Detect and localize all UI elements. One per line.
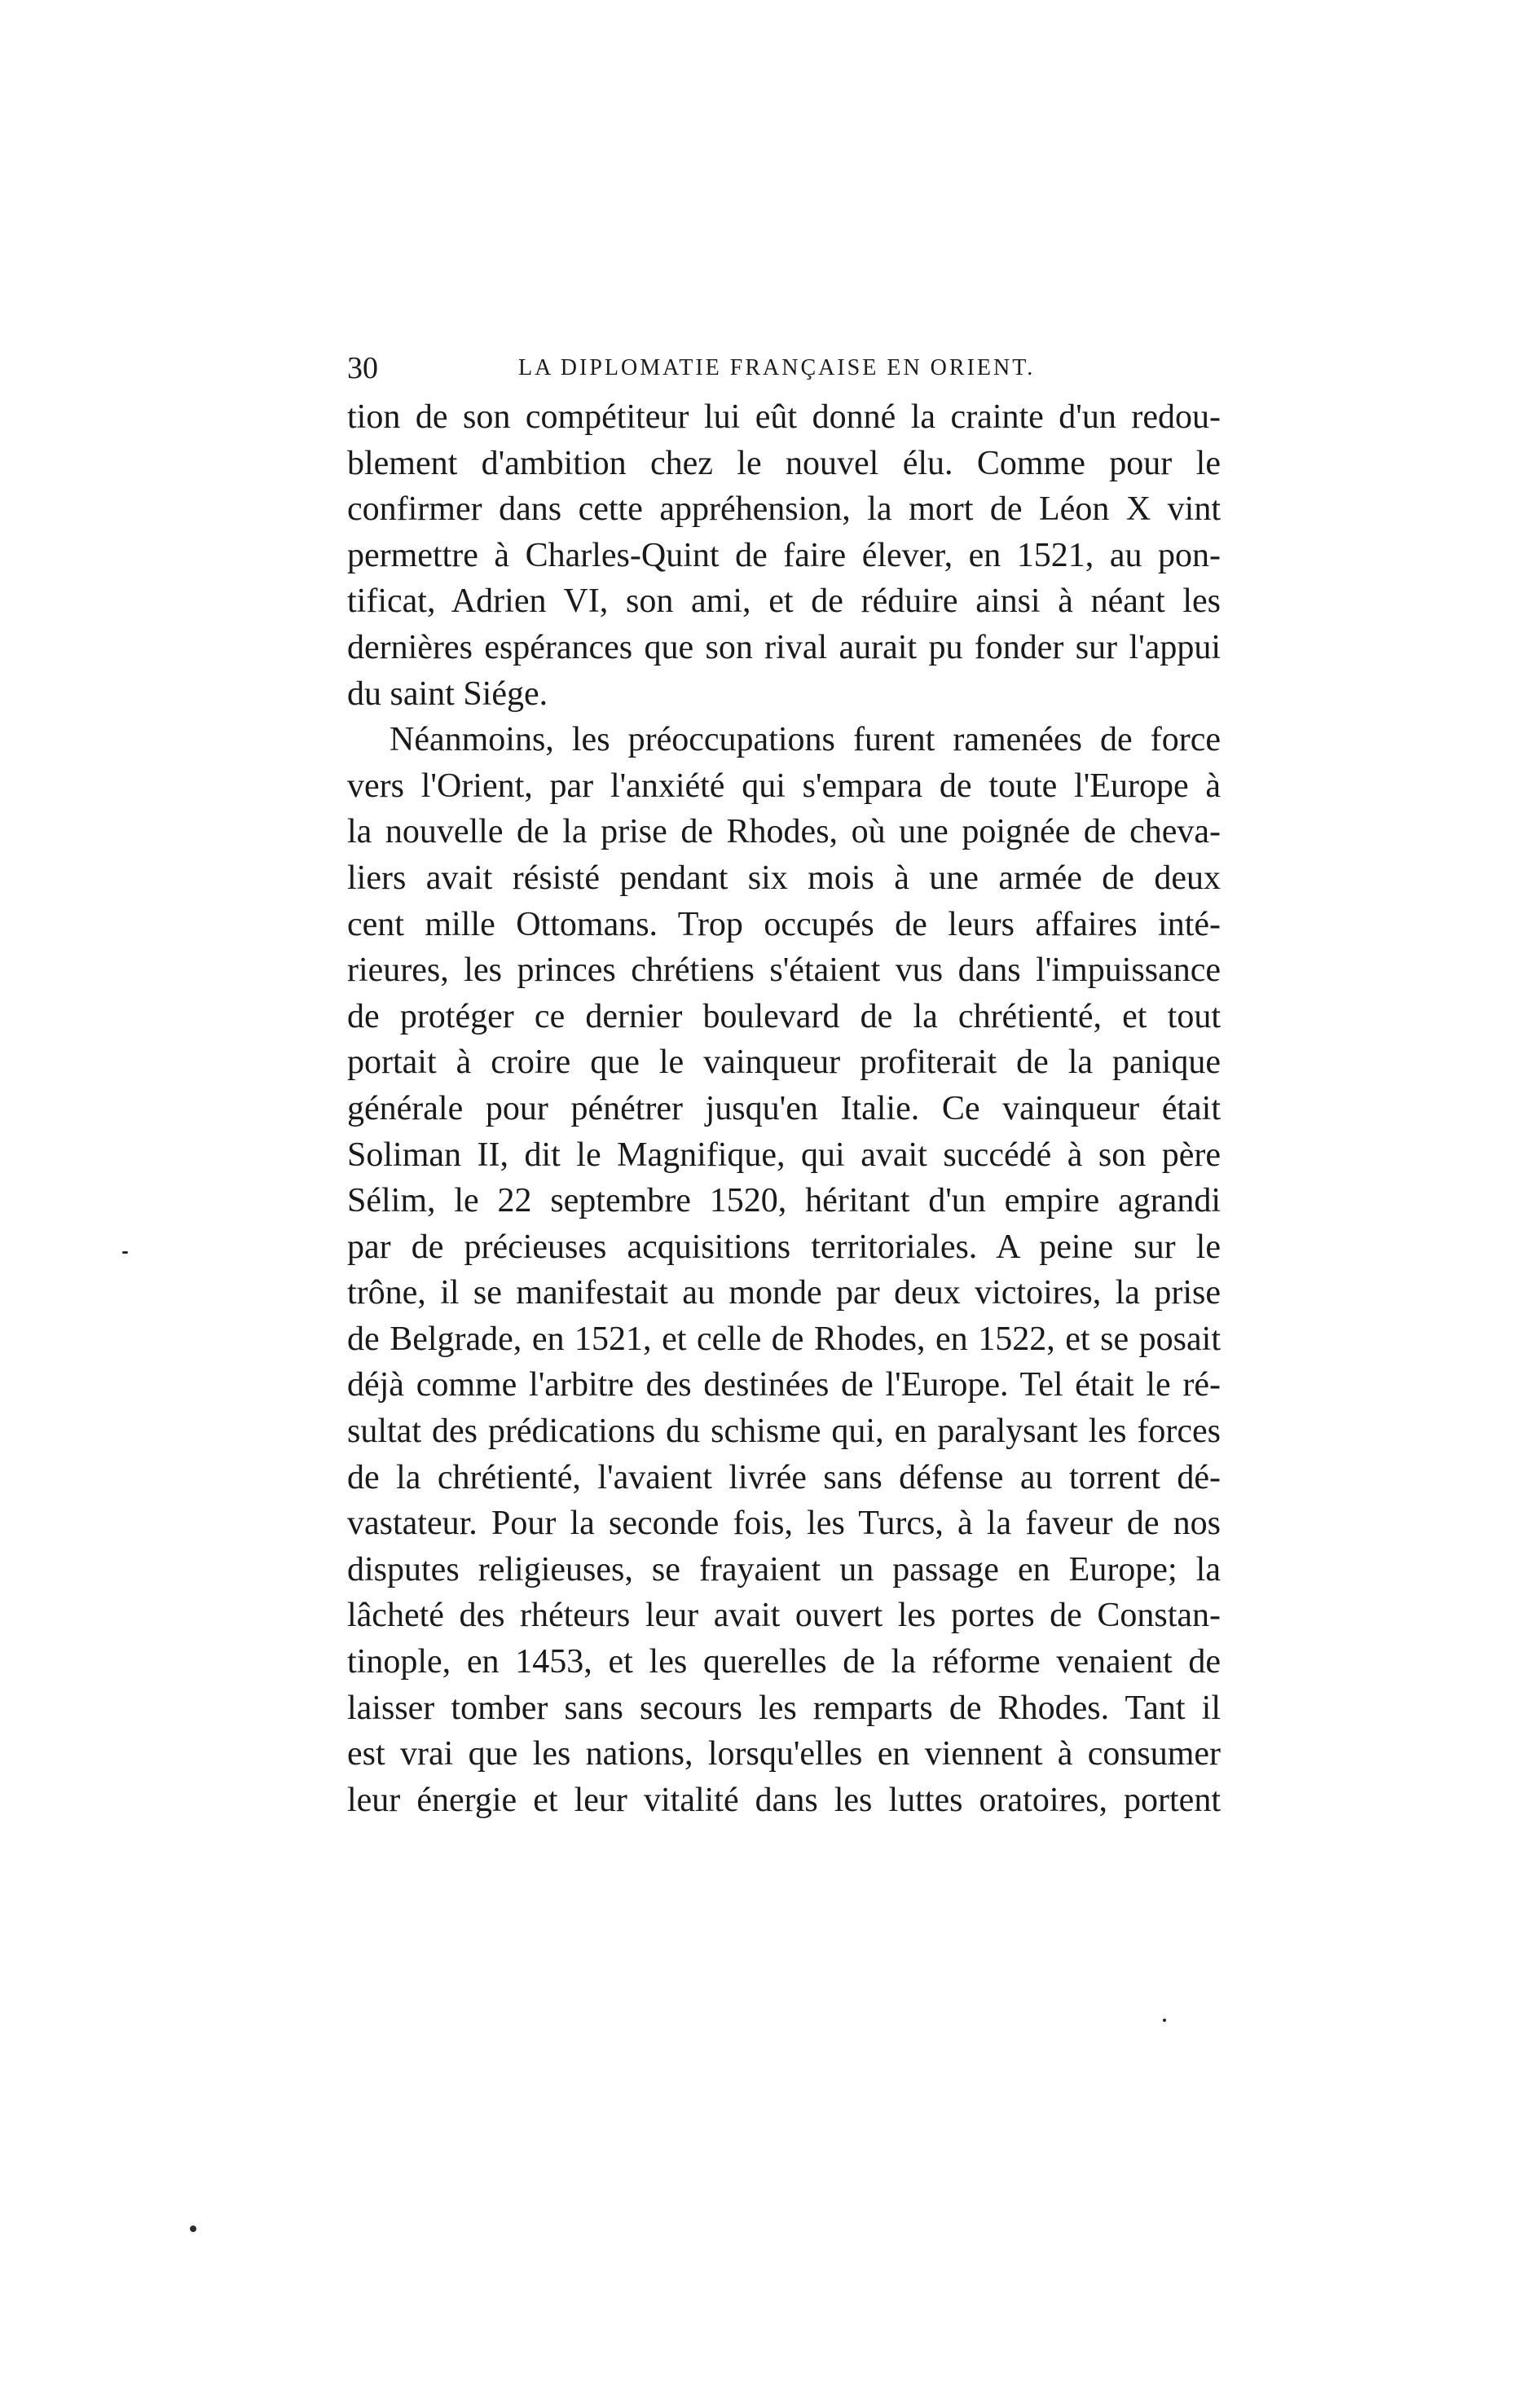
text-line: disputes religieuses, se frayaient un passage en Europe; la [347, 1550, 1221, 1588]
text-line: vastateur. Pour la seconde fois, les Turcs, à la faveur de nos [347, 1505, 1221, 1543]
text-line: de la chrétienté, l'avaient livrée sans défense au torrent dé- [347, 1458, 1221, 1496]
text-line: tificat, Adrien VI, son ami, et de réduire ainsi à néant les [347, 582, 1221, 621]
text-line: la nouvelle de la prise de Rhodes, où une poignée de cheva- [347, 813, 1221, 851]
running-title: LA DIPLOMATIE FRANÇAISE EN ORIENT. [518, 355, 1036, 380]
text-line: Soliman II, dit le Magnifique, qui avait succédé à son père [347, 1136, 1221, 1174]
text-line: liers avait résisté pendant six mois à une armée de deux [347, 859, 1221, 897]
text-line: blement d'ambition chez le nouvel élu. Comme pour le [347, 444, 1221, 482]
ink-speck [1163, 2019, 1166, 2022]
text-line: générale pour pénétrer jusqu'en Italie. Ce vainqueur était [347, 1089, 1221, 1127]
text-line: de protéger ce dernier boulevard de la chrétienté, et tout [347, 997, 1221, 1035]
text-line: lâcheté des rhéteurs leur avait ouvert les portes de Constan- [347, 1597, 1221, 1635]
text-line: trône, il se manifestait au monde par deux victoires, la prise [347, 1274, 1221, 1312]
paragraph-first-line: Néanmoins, les préoccupations furent ramenées de force [390, 721, 1221, 759]
running-head [347, 349, 1221, 388]
ink-speck [190, 2226, 196, 2232]
text-line: Sélim, le 22 septembre 1520, héritant d'un empire agrandi [347, 1182, 1221, 1220]
ink-speck [122, 1251, 128, 1254]
text-line: est vrai que les nations, lorsqu'elles en viennent à consumer [347, 1735, 1221, 1773]
text-line: vers l'Orient, par l'anxiété qui s'empara de toute l'Europe à [347, 767, 1221, 805]
text-line: permettre à Charles-Quint de faire élever, en 1521, au pon- [347, 536, 1221, 574]
page-number: 30 [347, 351, 378, 385]
text-line: portait à croire que le vainqueur profiterait de la panique [347, 1044, 1221, 1082]
text-line: sultat des prédications du schisme qui, en paralysant les forces [347, 1413, 1221, 1451]
text-line: rieures, les princes chrétiens s'étaient vus dans l'impuissance [347, 951, 1221, 990]
body-text [347, 394, 1221, 1823]
text-line: tion de son compétiteur lui eût donné la crainte d'un redou- [347, 398, 1221, 436]
text-line: déjà comme l'arbitre des destinées de l'Europe. Tel était le ré- [347, 1366, 1221, 1404]
text-line: tinople, en 1453, et les querelles de la réforme venaient de [347, 1643, 1221, 1681]
text-line: de Belgrade, en 1521, et celle de Rhodes, en 1522, et se posait [347, 1320, 1221, 1358]
text-line: dernières espérances que son rival aurait pu fonder sur l'appui [347, 628, 1221, 666]
text-line: leur énergie et leur vitalité dans les luttes oratoires, portent [347, 1781, 1221, 1819]
text-line: confirmer dans cette appréhension, la mort de Léon X vint [347, 490, 1221, 529]
text-line: cent mille Ottomans. Trop occupés de leurs affaires inté- [347, 905, 1221, 943]
text-line: du saint Siége. [347, 675, 548, 713]
text-line: laisser tomber sans secours les remparts de Rhodes. Tant il [347, 1689, 1221, 1727]
text-line: par de précieuses acquisitions territoriales. A peine sur le [347, 1228, 1221, 1266]
